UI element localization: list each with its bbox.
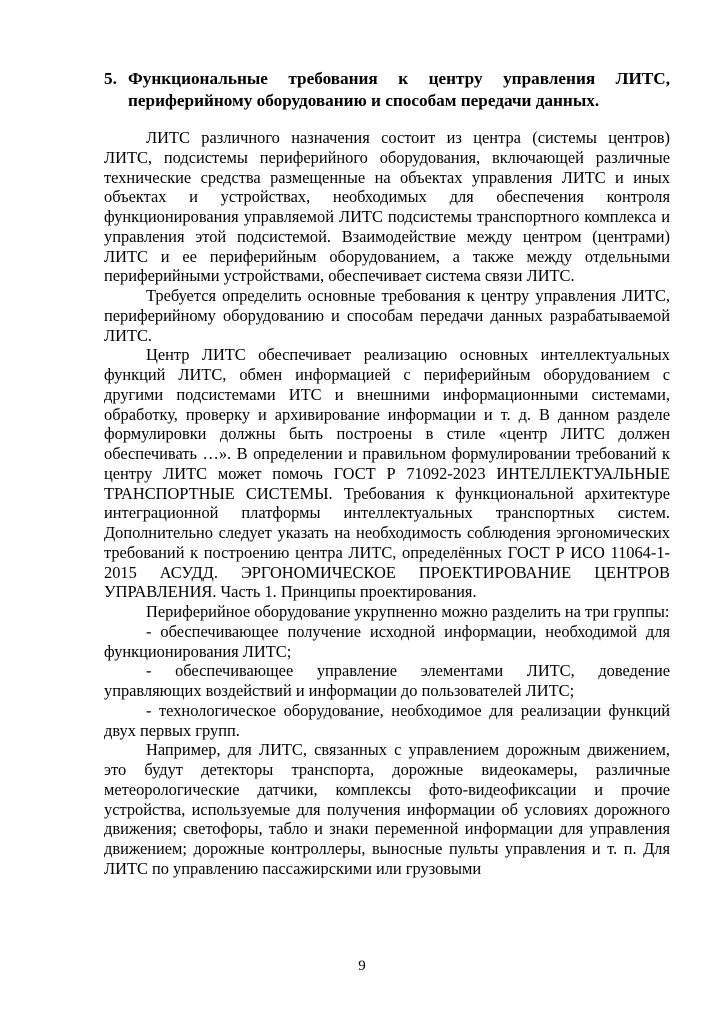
section-number: 5. [104, 69, 117, 88]
paragraph-peripheral-groups: Периферийное оборудование укрупненно можно разделить на три группы: [146, 602, 670, 621]
section-title: Функциональные требования к центру управления ЛИТС, периферийному оборудованию и способам передачи данных. [128, 69, 670, 110]
section-heading [104, 68, 670, 112]
body-text [104, 128, 670, 879]
list-item-group-3: - технологическое оборудование, необходимое для реализации функций двух первых групп. [104, 700, 670, 740]
list-item-group-2: - обеспечивающее управление элементами ЛИТС, доведение управляющих воздействий и информации до пользователей ЛИТС; [104, 661, 670, 700]
page-number: 9 [358, 958, 366, 974]
paragraph-example: Например, для ЛИТС, связанных с управлением дорожным движением, это будут детекторы транспорта, дорожные видеокамеры, различные метеорологические датчики, комплексы фото-видеофиксации и прочие устройства, используемые для получения информации об условиях дорожного движения; светофоры, табло и знаки переменной информации для управления движением; дорожные контроллеры, выносные пульты управления и т. п. Для ЛИТС по управлению пассажирскими или грузовыми [104, 740, 670, 878]
paragraph-requirement: Требуется определить основные требования к центру управления ЛИТС, периферийному оборудованию и способам передачи данных разрабатываемой ЛИТС. [104, 286, 670, 345]
paragraph-intro: ЛИТС различного назначения состоит из центра (системы центров) ЛИТС, подсистемы периферийного оборудования, включающей различные технические средства размещенные на объектах управления ЛИТС и иных объектах и устройствах, необходимых для обеспечения контроля функционирования управляемой ЛИТС подсистемы транспортного комплекса и управления этой подсистемой. Взаимодействие между центром (центрами) ЛИТС и ее периферийным оборудованием, а также между отдельными периферийными устройствами, обеспечивает система связи ЛИТС. [104, 128, 670, 286]
list-item-group-1: - обеспечивающее получение исходной информации, необходимой для функционирования ЛИТС; [104, 621, 670, 661]
paragraph-center: Центр ЛИТС обеспечивает реализацию основных интеллектуальных функций ЛИТС, обмен информацией с периферийным оборудованием с другими подсистемами ИТС и внешними информационными системами, обработку, проверку и архивирование информации и т. д. В данном разделе формулировки должны быть построены в стиле «центр ЛИТС должен обеспечивать …». В определении и правильном формулировании требований к центру ЛИТС может помочь ГОСТ Р 71092-2023 ИНТЕЛЛЕКТУАЛЬНЫЕ ТРАНСПОРТНЫЕ СИСТЕМЫ. Требования к функциональной архитектуре интеграционной платформы интеллектуальных транспортных систем. Дополнительно следует указать на необходимость соблюдения эргономических требований к построению центра ЛИТС, определённых ГОСТ Р ИСО 11064-1-2015 АСУДД. ЭРГОНОМИЧЕСКОЕ ПРОЕКТИРОВАНИЕ ЦЕНТРОВ УПРАВЛЕНИЯ. Часть 1. Принципы проектирования. [104, 345, 670, 602]
